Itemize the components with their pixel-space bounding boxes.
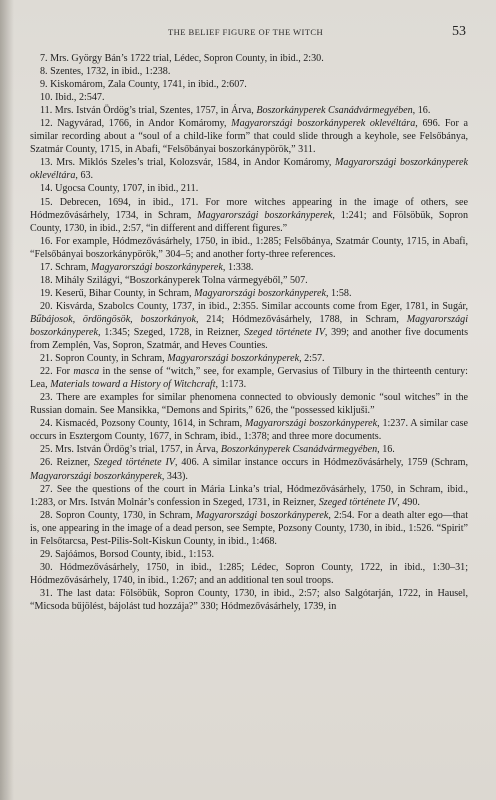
page-gutter-shadow <box>0 0 14 800</box>
endnote: 14. Ugocsa County, 1707, in ibid., 211. <box>40 183 199 195</box>
endnote: 24. Kismacéd, Pozsony County, 1614, in Schram, Magyarországi boszorkányperek, 1:237. A similar case occurs in Esztergom County, 1677, in Schram, ibid., 1:378; and three more documents. <box>30 418 468 443</box>
page-number: 53 <box>452 24 466 39</box>
endnote: 25. Mrs. István Ördög’s trial, 1757, in Árva, Boszorkányperek Csanádvármegyében, 16. <box>40 444 395 456</box>
endnote: 13. Mrs. Miklós Szeles’s trial, Kolozsvár, 1584, in Andor Komáromy, Magyarországi boszorkányperek oklevéltára, 63. <box>30 157 468 182</box>
endnote: 29. Sajóámos, Borsod County, ibid., 1:153. <box>40 548 215 560</box>
endnote: 9. Kiskomárom, Zala County, 1741, in ibid., 2:607. <box>40 79 247 91</box>
endnote: 11. Mrs. István Ördög’s trial, Szentes, 1757, in Árva, Boszorkányperek Csanádvármegyében, 16. <box>40 105 431 117</box>
endnote: 31. The last data: Fölsöbük, Sopron County, 1730, in ibid., 2:57; also Salgótarján, 1722, in Hausel, “Micsoda bűjölést, bájolást tud hozzája?” 330; Hódmezővásárhely, 1739, in <box>30 587 468 612</box>
endnote: 8. Szentes, 1732, in ibid., 1:238. <box>40 66 171 78</box>
endnote: 22. For masca in the sense of “witch,” see, for example, Gervasius of Tilbury in the thirteenth century: Lea, Materials toward a History of Witchcraft, 1:173. <box>30 366 468 391</box>
running-head: THE BELIEF FIGURE OF THE WITCH <box>168 27 324 37</box>
endnote: 12. Nagyvárad, 1766, in Andor Komáromy, Magyarországi boszorkányperek oklevéltára, 696. For a similar recording about a “soul of a child-like form” that could slide through a keyhole, see Felsőbánya, Szatmár County, 1715, in Abafi, “Felsőbányai boszorkánypörök,” 311. <box>30 118 469 156</box>
endnote: 7. Mrs. György Bán’s 1722 trial, Lédec, Sopron County, in ibid., 2:30. <box>40 53 324 64</box>
page-header <box>168 24 466 42</box>
endnote: 21. Sopron County, in Schram, Magyarországi boszorkányperek, 2:57. <box>40 353 325 365</box>
endnote: 17. Schram, Magyarországi boszorkányperek, 1:338. <box>40 261 254 273</box>
endnote: 18. Mihály Szilágyi, “Boszorkányperek Tolna vármegyéből,” 507. <box>40 274 308 286</box>
endnote: 30. Hódmezővásárhely, 1750, in ibid., 1:285; Lédec, Sopron County, 1722, in ibid., 1:30–31; Hódmezővásárhely, 1740, in ibid., 1:267; and an additional ten soul troops. <box>30 561 468 586</box>
endnote: 15. Debrecen, 1694, in ibid., 171. For more witches appearing in the image of others, see Hódmezővásárhely, 1734, in Schram, Magyarországi boszorkányperek, 1:241; and Fölsöbük, Sopron County, 1730, in ibid., 2:57, “in different and different figures.” <box>30 196 468 234</box>
endnote: 10. Ibid., 2:547. <box>40 92 105 104</box>
endnotes-list <box>30 52 468 613</box>
endnote: 16. For example, Hódmezővásárhely, 1750, in ibid., 1:285; Felsőbánya, Szatmár County, 1715, in Abafi, “Felsőbányai boszorkánypörök,” 304–5; and another forty-three references. <box>30 235 468 260</box>
endnote: 19. Keserű, Bihar County, in Schram, Magyarországi boszorkányperek, 1:58. <box>40 287 352 299</box>
endnote: 20. Kisvárda, Szabolcs County, 1737, in ibid., 2:355. Similar accounts come from Eger, 1781, in Sugár, Bűbájosok, ördöngösök, boszorkányok, 214; Hódmezővásárhely, 1788, in Schram, Magyarországi boszorkányperek, 1:345; Szeged, 1728, in Reizner, Szeged története IV, 399; and another five documents from Zemplén, Vas, Sopron, Szatmár, and Heves Counties. <box>30 300 468 352</box>
endnote: 26. Reizner, Szeged története IV, 406. A similar instance occurs in Hódmezővásárhely, 1759 (Schram, Magyarországi boszorkányperek, 343). <box>30 457 468 482</box>
endnote: 23. There are examples for similar phenomena connected to obviously demonic “soul witches” in the Russian domain. See Mansikka, “Demons and Spirits,” 626, the “possessed kikljuši.” <box>30 392 468 417</box>
endnote: 28. Sopron County, 1730, in Schram, Magyarországi boszorkányperek, 2:54. For a death alter ego—that is, one appearing in the image of a dead person, see Sempte, Pozsony County, 1730, in ibid., 1:526. “Spirit” in Felsőtarcsa, Pest-Pilis-Solt-Kiskun County, in ibid., 1:468. <box>30 509 469 547</box>
endnote: 27. See the questions of the court in Mária Linka’s trial, Hódmezővásárhely, 1750, in Schram, ibid., 1:283, or Mrs. István Molnár’s confession in Szeged, 1731, in Reizner, Szeged története IV, 490. <box>30 483 468 508</box>
